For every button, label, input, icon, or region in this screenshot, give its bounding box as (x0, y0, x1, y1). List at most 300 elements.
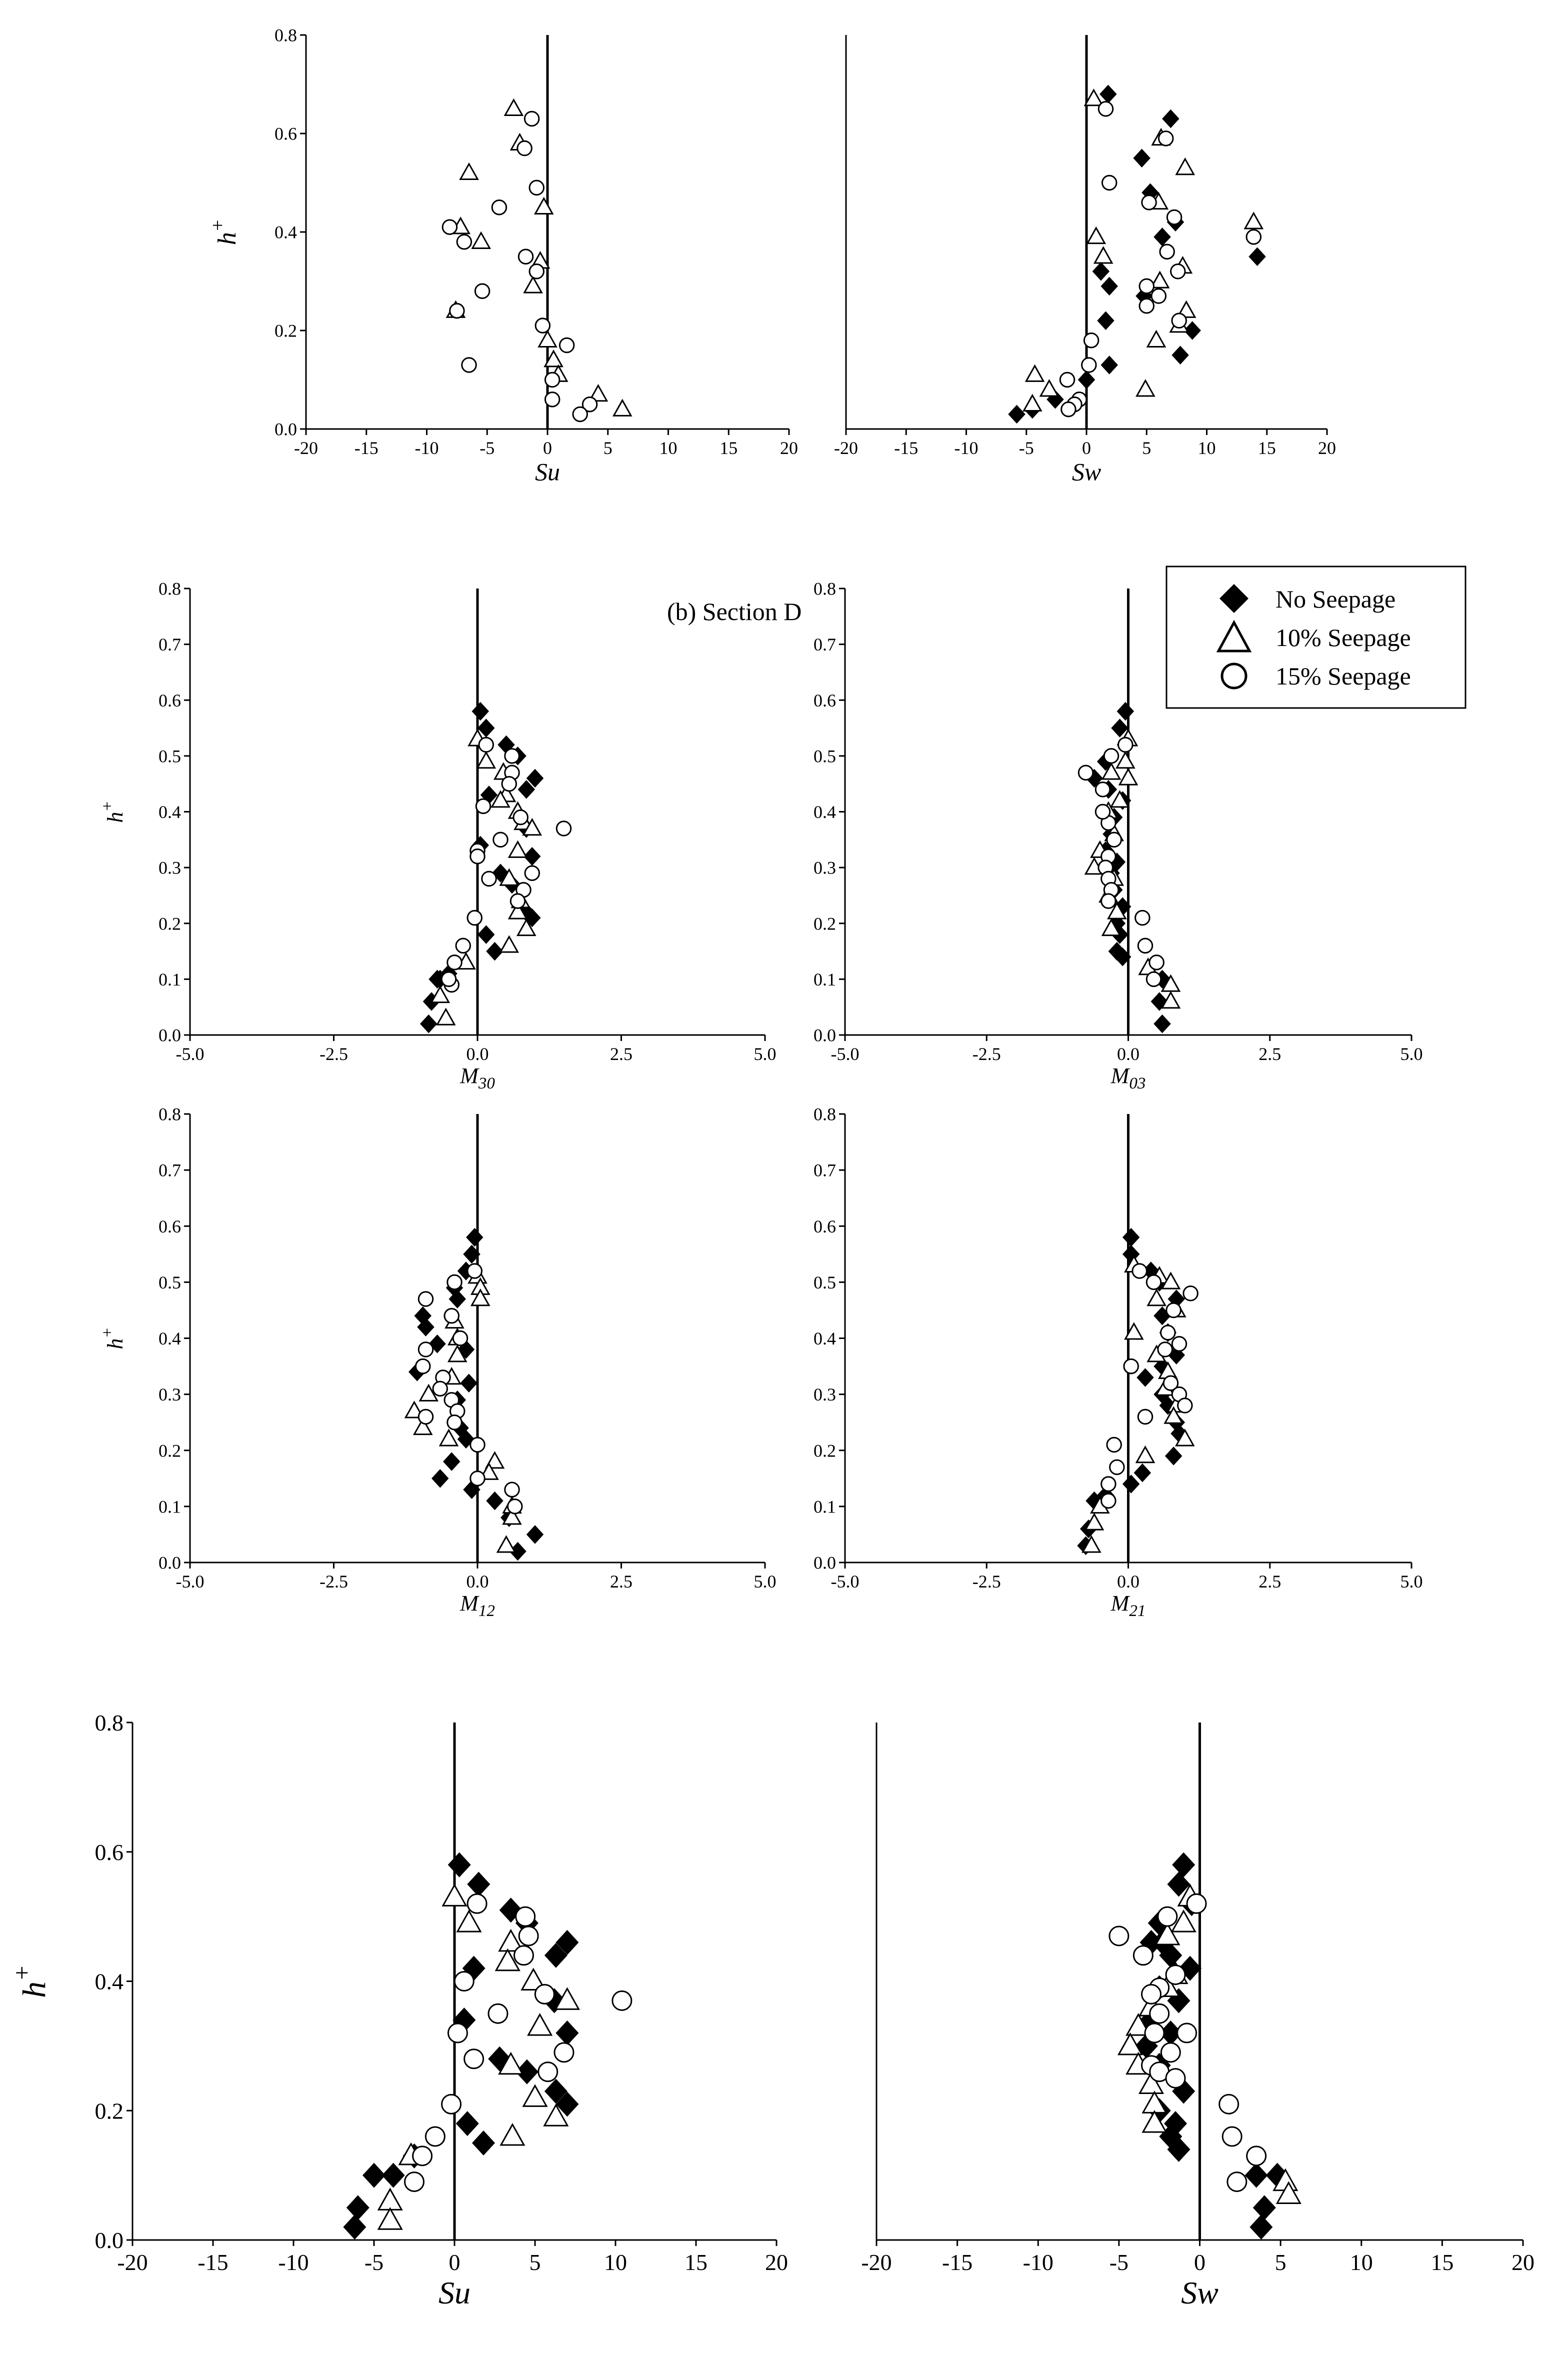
y-tick-label: 0.4 (814, 1328, 836, 1349)
x-axis-label: $M_{21}$ (1110, 1591, 1146, 1620)
diamond-point (1078, 370, 1096, 390)
circle-point (448, 1275, 462, 1290)
circle-point (1160, 244, 1174, 259)
circle-point (464, 2050, 484, 2068)
series-no-seepage (1135, 1852, 1289, 2240)
circle-point (1110, 1926, 1128, 1946)
circle-point (1138, 938, 1152, 953)
y-tick-label: 0.3 (158, 1384, 181, 1405)
triangle-point (539, 332, 556, 347)
circle-point (1158, 1907, 1177, 1926)
triangle-point (1148, 1290, 1166, 1306)
chart-m21 (814, 1104, 1423, 1620)
circle-point (530, 264, 544, 279)
diamond-point (556, 2020, 578, 2046)
diamond-point (486, 1492, 504, 1510)
diamond-point (460, 1374, 478, 1392)
circle-point (442, 2094, 461, 2114)
chart-bottom-sw (861, 1722, 1534, 2310)
triangle-point (438, 1010, 455, 1025)
triangle-point (443, 1885, 466, 1906)
circle-point (1124, 1359, 1138, 1374)
triangle-point (1117, 752, 1134, 768)
circle-point (448, 2024, 467, 2042)
circle-point (475, 284, 490, 298)
diamond-point (1250, 2214, 1272, 2240)
x-tick-label: -10 (278, 2250, 309, 2275)
circle-point (453, 1331, 468, 1346)
circle-point (442, 220, 457, 234)
circle-point (482, 872, 496, 886)
circle-point (494, 832, 508, 847)
chart-m30 (98, 579, 776, 1093)
x-tick-label: -20 (294, 438, 318, 458)
circle-point (1228, 2172, 1246, 2192)
x-tick-label: -15 (942, 2250, 973, 2275)
circle-point (1152, 289, 1166, 304)
series-no-seepage (343, 1852, 578, 2240)
x-tick-label: -15 (894, 438, 918, 458)
circle-point (1222, 2127, 1242, 2146)
y-tick-label: 0.0 (94, 2228, 124, 2254)
legend (1166, 566, 1466, 708)
y-tick-label: 0.4 (814, 802, 836, 822)
circle-point (1096, 804, 1110, 819)
circle-point (1166, 1966, 1185, 1984)
circle-point (502, 776, 516, 791)
y-axis-label: h+ (207, 218, 242, 246)
circle-point (536, 318, 550, 333)
triangle-point (478, 752, 495, 768)
x-tick-label: -10 (1022, 2250, 1054, 2275)
y-tick-label: 0.5 (158, 1272, 181, 1292)
circle-point (612, 1991, 632, 2010)
section-title: (b) Section D (667, 598, 802, 626)
circle-point (1140, 279, 1154, 294)
circle-point (1146, 1275, 1161, 1290)
circle-point (1110, 1460, 1124, 1474)
x-tick-label: 5 (1274, 2250, 1286, 2275)
diamond-point (1245, 2163, 1268, 2188)
circle-point (470, 850, 485, 864)
panels-layer (8, 26, 1534, 2311)
diamond-point (362, 2163, 386, 2188)
circle-point (1140, 299, 1154, 314)
triangle-point (460, 164, 478, 180)
x-tick-label: -10 (954, 438, 978, 458)
x-tick-label: 2.5 (610, 1572, 632, 1592)
y-tick-label: 0.6 (158, 690, 181, 710)
circle-point (530, 180, 544, 195)
triangle-point (1088, 228, 1105, 244)
x-tick-label: -5.0 (176, 1044, 204, 1064)
triangle-point (378, 2189, 402, 2210)
x-tick-label: 20 (1512, 2250, 1534, 2275)
triangle-point (440, 1430, 458, 1446)
x-tick-label: 10 (659, 438, 678, 458)
circle-point (1107, 832, 1122, 847)
circle-point (457, 234, 472, 249)
circle-point (1178, 1398, 1192, 1413)
diamond-point (1136, 1368, 1154, 1387)
triangle-point (614, 400, 631, 416)
y-tick-label: 0.4 (94, 1968, 124, 1994)
legend-label-15pct-seepage: 15% Seepage (1276, 662, 1411, 690)
circle-point (426, 2127, 444, 2146)
y-tick-label: 0.2 (814, 914, 836, 934)
diamond-point (1097, 312, 1114, 330)
circle-point (468, 1894, 486, 1913)
circle-point (450, 304, 464, 318)
diamond-point (1008, 405, 1026, 424)
x-tick-label: 5.0 (754, 1572, 776, 1592)
x-tick-label: 0.0 (466, 1044, 489, 1064)
circle-point (448, 956, 462, 970)
y-tick-label: 0.1 (158, 1496, 181, 1517)
y-tick-label: 0.8 (158, 1104, 181, 1124)
triangle-point (1245, 213, 1262, 228)
y-tick-label: 0.8 (94, 1710, 124, 1736)
y-tick-label: 0.8 (814, 1104, 836, 1124)
x-tick-label: 0.0 (1117, 1044, 1140, 1064)
circle-point (505, 1482, 520, 1497)
y-tick-label: 0.6 (814, 690, 836, 710)
x-tick-label: -5.0 (176, 1572, 204, 1592)
x-tick-label: 10 (1198, 438, 1216, 458)
y-tick-label: 0.8 (814, 578, 836, 599)
series-15-seepage (1060, 102, 1260, 416)
diamond-point (1100, 277, 1118, 296)
circle-point (1060, 372, 1074, 387)
series-10-seepage (1024, 90, 1262, 410)
x-tick-label: -5 (480, 438, 495, 458)
circle-point (1084, 333, 1098, 348)
circle-point (518, 250, 533, 264)
circle-point (524, 112, 539, 126)
y-tick-label: 0.4 (158, 802, 181, 822)
diamond-point (1122, 1474, 1140, 1494)
y-axis-label: h+ (8, 1964, 53, 1998)
circle-point (514, 810, 528, 824)
circle-point (538, 2062, 558, 2082)
diamond-point (1165, 1446, 1182, 1466)
diamond-point (420, 1014, 438, 1034)
x-tick-label: 15 (684, 2250, 708, 2275)
diamond-point (1092, 262, 1110, 281)
y-tick-label: 0.3 (814, 1384, 836, 1405)
diamond-point (467, 1872, 490, 1896)
diamond-point (1100, 356, 1118, 374)
y-tick-label: 0.5 (158, 746, 181, 766)
circle-point (1171, 264, 1186, 279)
circle-point (418, 1342, 433, 1357)
circle-point (1078, 766, 1093, 780)
x-axis-label: $M_{12}$ (460, 1591, 495, 1620)
circle-point (514, 1946, 533, 1965)
circle-point (1102, 894, 1116, 908)
y-tick-label: 0.6 (274, 124, 297, 144)
y-tick-label: 0.2 (814, 1440, 836, 1461)
x-tick-label: 5.0 (754, 1044, 776, 1064)
x-tick-label: -2.5 (972, 1044, 1001, 1064)
circle-point (505, 749, 520, 764)
circle-point (1132, 1264, 1147, 1278)
y-tick-label: 0.1 (158, 969, 181, 990)
circle-point (416, 1359, 430, 1374)
triangle-point (505, 100, 522, 116)
x-axis-label: $M_{30}$ (460, 1064, 495, 1093)
circle-point (433, 1382, 448, 1396)
circle-point (545, 372, 560, 387)
diamond-point (526, 1525, 544, 1544)
circle-point (1102, 1494, 1116, 1508)
x-tick-label: 15 (1258, 438, 1276, 458)
y-axis-label: h+ (98, 800, 128, 823)
circle-point (418, 1410, 433, 1424)
circle-point (1184, 1286, 1198, 1301)
series-15-seepage (442, 112, 597, 422)
diamond-point (1154, 1014, 1171, 1034)
circle-point (454, 1972, 474, 1991)
circle-point (516, 1907, 535, 1926)
triangle-point (1120, 770, 1137, 785)
circle-point (545, 392, 560, 407)
x-tick-label: 20 (765, 2250, 788, 2275)
y-tick-label: 0.2 (274, 320, 297, 341)
legend-label-10pct-seepage: 10% Seepage (1276, 624, 1411, 652)
diamond-point (472, 2130, 495, 2156)
circle-point (1247, 2146, 1266, 2166)
circle-point (1246, 230, 1261, 244)
x-tick-label: -15 (198, 2250, 228, 2275)
circle-point (1118, 738, 1133, 752)
x-tick-label: -20 (834, 438, 858, 458)
diamond-point (456, 2111, 479, 2136)
circle-point (573, 407, 588, 422)
y-tick-label: 0.5 (814, 1272, 836, 1292)
diamond-point (472, 702, 490, 721)
circle-point (1107, 1438, 1122, 1452)
x-tick-label: 20 (1318, 438, 1336, 458)
circle-point (1062, 402, 1076, 416)
triangle-point (501, 2124, 524, 2145)
triangle-point (498, 1536, 515, 1552)
circle-point (1134, 1946, 1152, 1965)
circle-point (1150, 2004, 1169, 2023)
x-tick-label: -2.5 (320, 1572, 348, 1592)
triangle-point (500, 936, 518, 952)
triangle-point (458, 1911, 480, 1932)
y-tick-label: 0.3 (158, 858, 181, 878)
y-tick-label: 0.7 (814, 1160, 836, 1180)
circle-point (462, 358, 476, 372)
circle-point (519, 1926, 538, 1946)
circle-point (1142, 196, 1156, 210)
chart-m12 (98, 1104, 776, 1620)
circle-point (560, 338, 574, 352)
circle-point (1082, 358, 1096, 372)
circle-point (1146, 972, 1161, 986)
diamond-point (346, 2195, 370, 2220)
y-tick-label: 0.2 (94, 2098, 124, 2124)
x-tick-label: -5 (1109, 2250, 1129, 2275)
y-tick-label: 0.8 (158, 578, 181, 599)
diamond-point (432, 1469, 449, 1488)
y-axis-label: h+ (98, 1327, 128, 1350)
circle-point (535, 1984, 554, 2004)
circle-point (1136, 910, 1150, 925)
circle-point (444, 1308, 459, 1323)
x-tick-label: 20 (780, 438, 798, 458)
x-tick-label: 15 (720, 438, 738, 458)
x-tick-label: 0.0 (466, 1572, 489, 1592)
triangle-point (1026, 366, 1044, 382)
circle-point (1166, 1303, 1181, 1318)
circle-point (1142, 1984, 1161, 2004)
y-tick-label: 0.0 (274, 419, 297, 440)
circle-point (1178, 2024, 1196, 2042)
x-tick-label: 5.0 (1400, 1044, 1423, 1064)
y-tick-label: 0.6 (94, 1839, 124, 1865)
diamond-point (343, 2214, 366, 2240)
y-tick-label: 0.0 (158, 1025, 181, 1046)
circle-point (1161, 1326, 1176, 1340)
circle-point (1158, 132, 1173, 146)
circle-point (1150, 956, 1164, 970)
circle-point (479, 738, 494, 752)
x-axis-label: Su (438, 2275, 470, 2311)
circle-point (525, 866, 540, 880)
circle-point (554, 2043, 574, 2062)
diamond-point (1100, 84, 1117, 104)
circle-point (468, 910, 482, 925)
x-tick-label: 2.5 (1258, 1572, 1282, 1592)
circle-point (413, 2146, 432, 2166)
triangle-point (1094, 248, 1112, 263)
x-tick-label: 5.0 (1400, 1572, 1423, 1592)
series-15-seepage (405, 1894, 632, 2191)
circle-point (1138, 1410, 1152, 1424)
circle-point (1102, 1477, 1116, 1492)
circle-point (448, 1415, 462, 1430)
circle-point (476, 799, 490, 814)
x-axis-label: Sw (1072, 458, 1102, 486)
x-tick-label: 0 (1194, 2250, 1206, 2275)
y-tick-label: 0.2 (158, 914, 181, 934)
x-tick-label: 15 (1430, 2250, 1454, 2275)
triangle-point (524, 2086, 546, 2106)
diamond-point (1154, 228, 1171, 246)
circle-point (456, 938, 470, 953)
diamond-point (478, 925, 495, 944)
chart-bottom-su (8, 1710, 788, 2310)
y-tick-label: 0.7 (814, 634, 836, 655)
y-tick-label: 0.2 (158, 1440, 181, 1461)
x-tick-label: 5 (529, 2250, 541, 2275)
diamond-point (1133, 149, 1150, 168)
diamond-point (1162, 110, 1180, 128)
triangle-point (1024, 396, 1041, 411)
x-tick-label: 2.5 (610, 1044, 632, 1064)
circle-point (1166, 2069, 1185, 2088)
diamond-point (443, 1452, 460, 1471)
y-tick-label: 0.3 (814, 858, 836, 878)
y-tick-label: 0.8 (274, 25, 297, 46)
triangle-point (1040, 380, 1058, 396)
circle-point (1167, 210, 1182, 224)
x-tick-label: 10 (604, 2250, 627, 2275)
y-tick-label: 0.6 (814, 1216, 836, 1236)
y-tick-label: 0.4 (158, 1328, 181, 1349)
y-tick-label: 0.0 (814, 1552, 836, 1573)
diamond-point (1253, 2195, 1276, 2220)
diamond-point (1122, 1228, 1140, 1247)
x-tick-label: 0.0 (1117, 1572, 1140, 1592)
x-tick-label: 0 (448, 2250, 460, 2275)
circle-point (510, 894, 525, 908)
circle-point (1102, 176, 1116, 190)
triangle-point (1136, 1447, 1154, 1462)
circle-point (405, 2172, 424, 2192)
x-tick-label: -10 (414, 438, 439, 458)
x-tick-label: 0 (1082, 438, 1091, 458)
y-tick-label: 0.0 (158, 1552, 181, 1573)
circle-point (1172, 1336, 1186, 1351)
circle-point (468, 1264, 482, 1278)
x-tick-label: -2.5 (972, 1572, 1001, 1592)
y-tick-label: 0.5 (814, 746, 836, 766)
x-axis-label: $M_{03}$ (1110, 1064, 1146, 1093)
x-tick-label: -2.5 (320, 1044, 348, 1064)
circle-point (470, 1438, 485, 1452)
triangle-point (524, 277, 542, 292)
x-tick-label: 10 (1350, 2250, 1373, 2275)
triangle-point (1148, 332, 1165, 347)
triangle-point (1176, 159, 1194, 174)
circle-point (470, 1472, 485, 1486)
triangle-point (472, 233, 490, 248)
x-tick-label: -5 (1018, 438, 1034, 458)
circle-point (1145, 2024, 1164, 2042)
circle-point (488, 2004, 508, 2023)
x-axis-label: Sw (1181, 2275, 1218, 2311)
circle-point (556, 822, 571, 836)
circle-point (518, 141, 532, 156)
x-tick-label: 0 (543, 438, 552, 458)
y-tick-label: 0.1 (814, 1496, 836, 1517)
diamond-point (448, 1852, 471, 1878)
diamond-point (1117, 702, 1134, 721)
chart-top-su (207, 26, 798, 486)
x-tick-label: -5.0 (830, 1572, 860, 1592)
chart-top-sw (834, 35, 1336, 486)
series-10-seepage (1083, 1256, 1194, 1552)
circle-point (1161, 2043, 1180, 2062)
x-tick-label: -15 (354, 438, 378, 458)
x-tick-label: 5 (603, 438, 612, 458)
legend-label-no-seepage: No Seepage (1276, 585, 1396, 613)
y-tick-label: 0.6 (158, 1216, 181, 1236)
circle-point (1096, 782, 1110, 797)
circle-point (1098, 102, 1113, 116)
y-tick-label: 0.7 (158, 1160, 181, 1180)
circle-point (1158, 1342, 1172, 1357)
legend-marker-circle (1222, 664, 1246, 688)
triangle-point (528, 2014, 552, 2035)
diamond-point (1248, 248, 1266, 266)
y-tick-label: 0.4 (274, 222, 297, 242)
circle-point (1172, 314, 1186, 328)
